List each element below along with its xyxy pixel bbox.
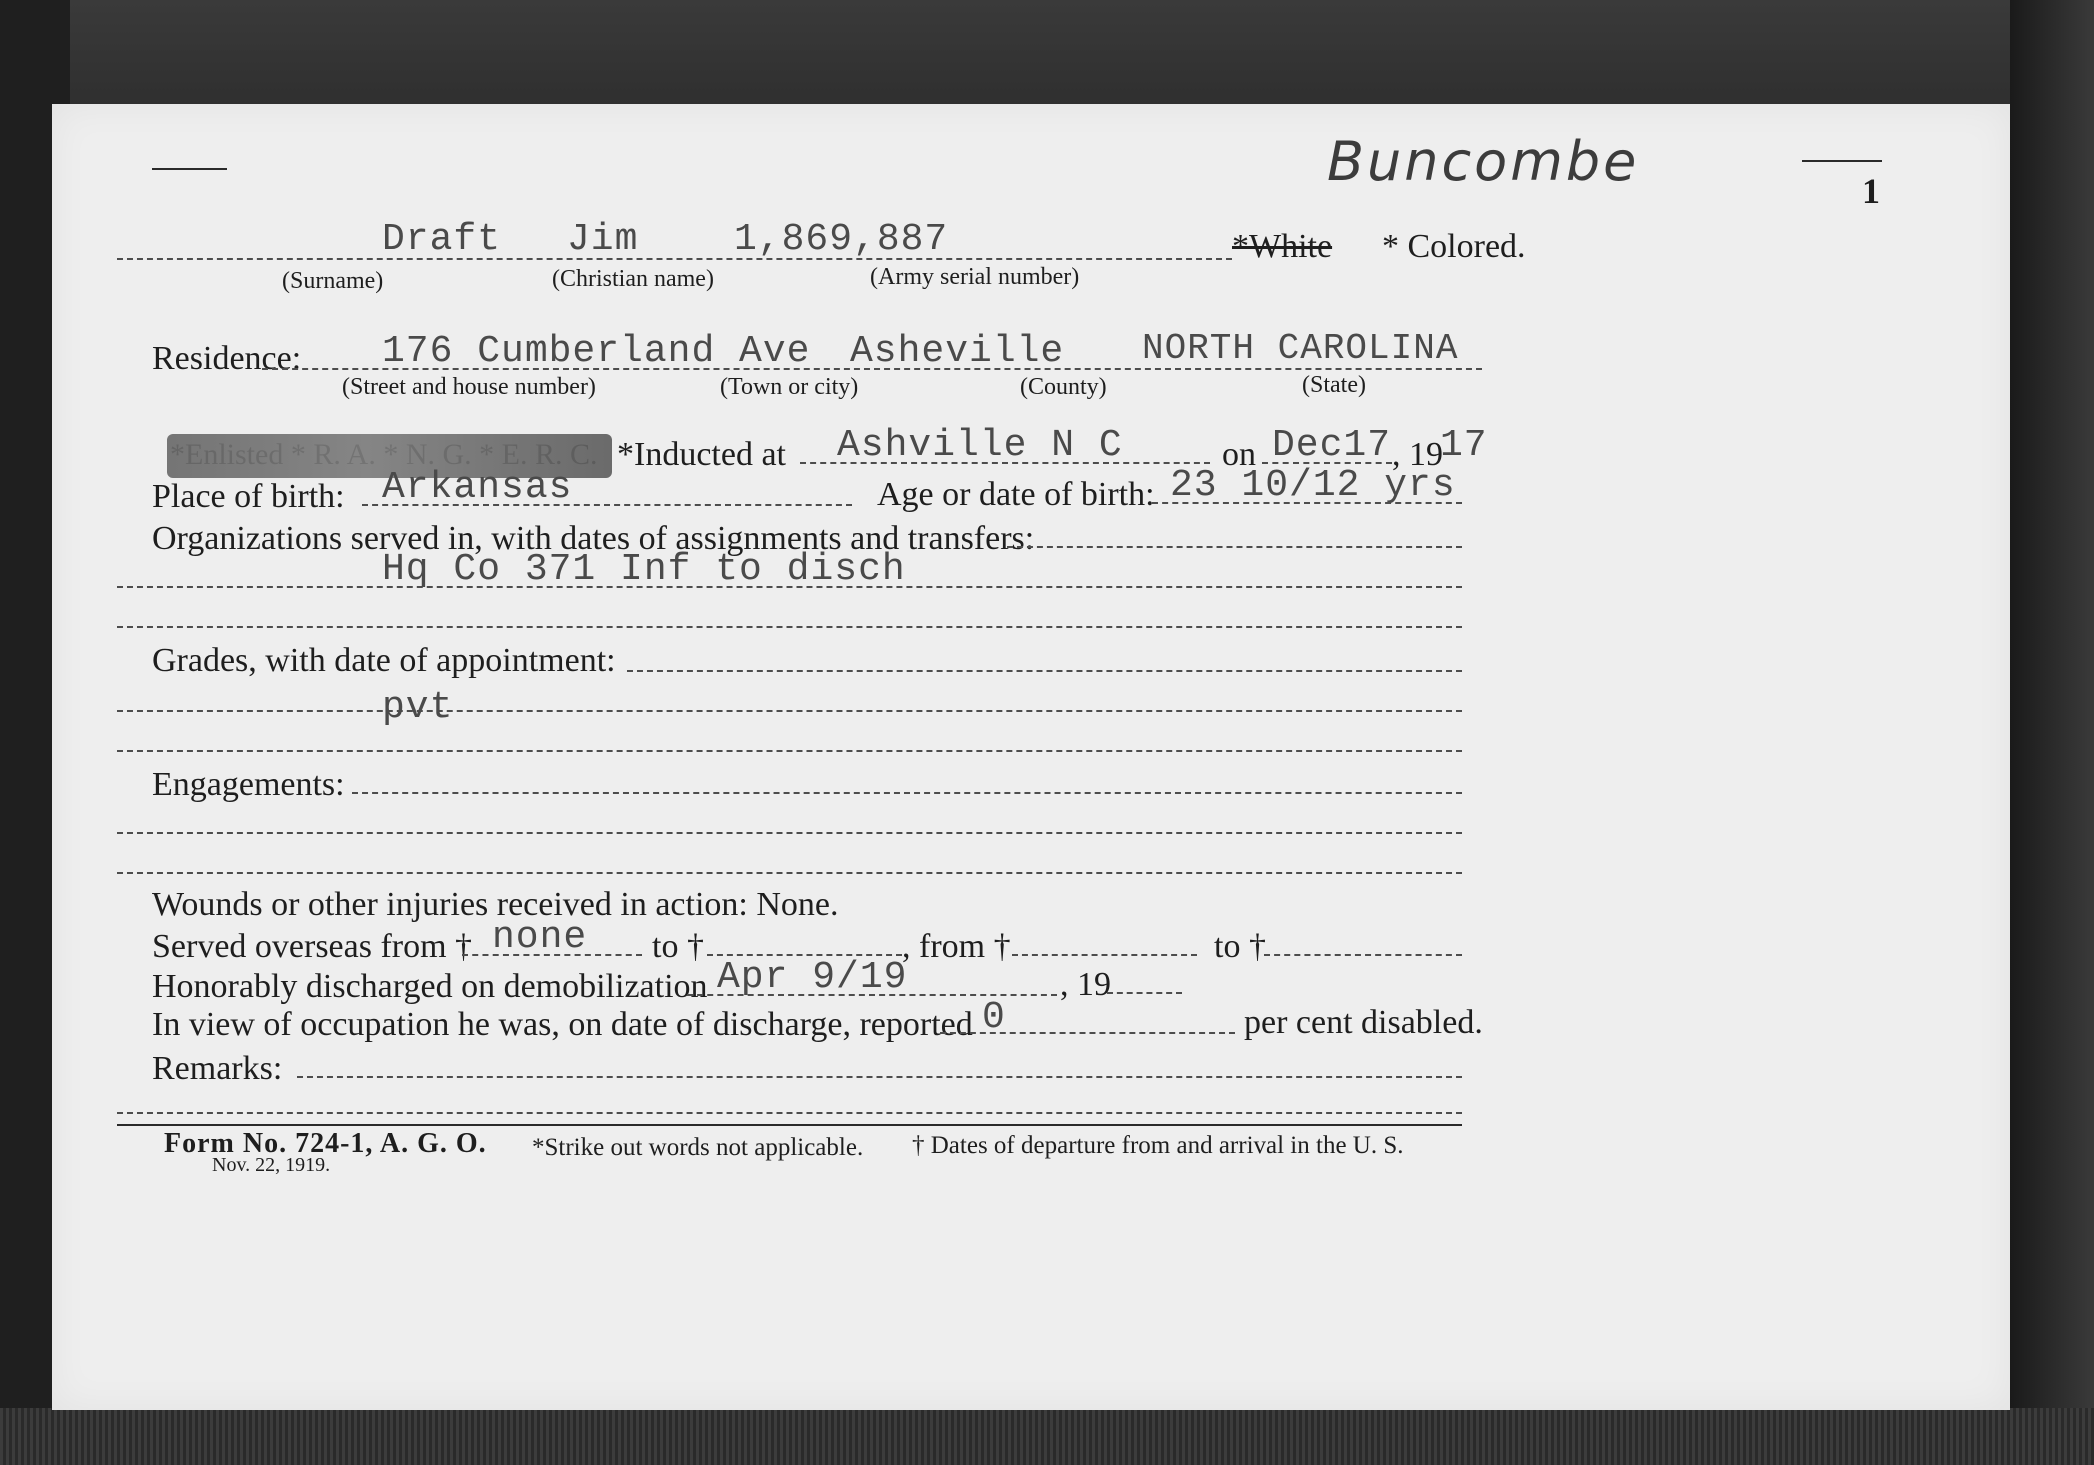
grades-value: pvt	[382, 686, 454, 729]
organizations-line-1	[1007, 546, 1462, 548]
overseas-from-value: none	[492, 916, 588, 959]
town-value: Asheville	[850, 330, 1065, 373]
service-record-card	[52, 104, 2010, 1410]
surname-caption: (Surname)	[282, 268, 384, 294]
disability-suffix: per cent disabled.	[1244, 1004, 1483, 1041]
christian-caption: (Christian name)	[552, 266, 714, 292]
white-label: *White	[1232, 228, 1333, 265]
discharge-label: Honorably discharged on demobilization	[152, 968, 708, 1005]
strike-note: *Strike out words not applicable.	[532, 1134, 864, 1161]
engagements-line-3	[117, 872, 1462, 874]
age-value: 23 10/12 yrs	[1170, 464, 1456, 507]
inducted-place-value: Ashville N C	[837, 424, 1123, 467]
serial-number-value: 1,869,887	[734, 218, 949, 261]
serial-caption: (Army serial number)	[870, 264, 1080, 290]
organizations-value: Hq Co 371 Inf to disch	[382, 548, 906, 591]
remarks-line-2	[117, 1112, 1462, 1114]
overseas-to-label: to †	[652, 928, 704, 965]
year-prefix: , 19	[1392, 436, 1443, 473]
disability-label: In view of occupation he was, on date of discharge, reported	[152, 1006, 973, 1043]
colored-label: * Colored.	[1382, 228, 1526, 265]
residence-label: Residence:	[152, 340, 302, 377]
on-label: on	[1222, 436, 1256, 473]
discharge-year-line	[1107, 992, 1182, 994]
top-left-rule	[152, 168, 227, 170]
grades-line-1	[627, 670, 1462, 672]
street-value: 176 Cumberland Ave	[382, 330, 811, 373]
engagements-label: Engagements:	[152, 766, 345, 803]
place-of-birth-value: Arkansas	[382, 466, 573, 509]
county-handwritten: Buncombe	[1327, 130, 1640, 193]
county-caption: (County)	[1020, 374, 1107, 400]
page-number: 1	[1862, 171, 1880, 211]
discharge-year-label: , 19	[1060, 966, 1111, 1003]
organizations-label: Organizations served in, with dates of assignments and transfers:	[152, 520, 1035, 557]
wounds-label: Wounds or other injuries received in action: None.	[152, 886, 839, 923]
town-caption: (Town or city)	[720, 374, 859, 400]
age-label: Age or date of birth:	[877, 476, 1155, 513]
inducted-date-value: Dec17	[1272, 424, 1392, 467]
background-top	[0, 0, 2094, 105]
christian-name-value: Jim	[567, 218, 639, 261]
engagements-line-1	[352, 792, 1462, 794]
discharge-date-value: Apr 9/19	[717, 956, 908, 999]
organizations-line-3	[117, 626, 1462, 628]
grades-line-2	[117, 710, 1462, 712]
overseas-to2-line	[1264, 954, 1462, 956]
grades-line-3	[117, 750, 1462, 752]
name-line	[117, 258, 1232, 260]
remarks-line-1	[297, 1076, 1462, 1078]
state-value: NORTH CAROLINA	[1142, 328, 1459, 369]
engagements-line-2	[117, 832, 1462, 834]
form-date: Nov. 22, 1919.	[212, 1154, 331, 1176]
disability-value: 0	[982, 996, 1006, 1039]
top-right-rule	[1802, 160, 1882, 162]
overseas-to2-label: to †	[1214, 928, 1266, 965]
surname-value: Draft	[382, 218, 502, 261]
street-caption: (Street and house number)	[342, 374, 596, 400]
form-number: Form No. 724-1, A. G. O.	[164, 1128, 487, 1159]
place-of-birth-label: Place of birth:	[152, 478, 345, 515]
state-caption: (State)	[1302, 372, 1366, 398]
inducted-label: *Inducted at	[617, 436, 786, 473]
overseas-from-label: Served overseas from †	[152, 928, 473, 965]
overseas-from2-line	[1012, 954, 1197, 956]
background-right	[2010, 0, 2094, 1465]
remarks-label: Remarks:	[152, 1050, 283, 1087]
overseas-from2-label: , from †	[902, 928, 1011, 965]
footer-rule	[117, 1124, 1462, 1126]
background-bottom	[0, 1408, 2094, 1465]
year-suffix: 17	[1440, 424, 1488, 467]
dates-note: † Dates of departure from and arrival in the U. S.	[912, 1132, 1404, 1159]
grades-label: Grades, with date of appointment:	[152, 642, 616, 679]
